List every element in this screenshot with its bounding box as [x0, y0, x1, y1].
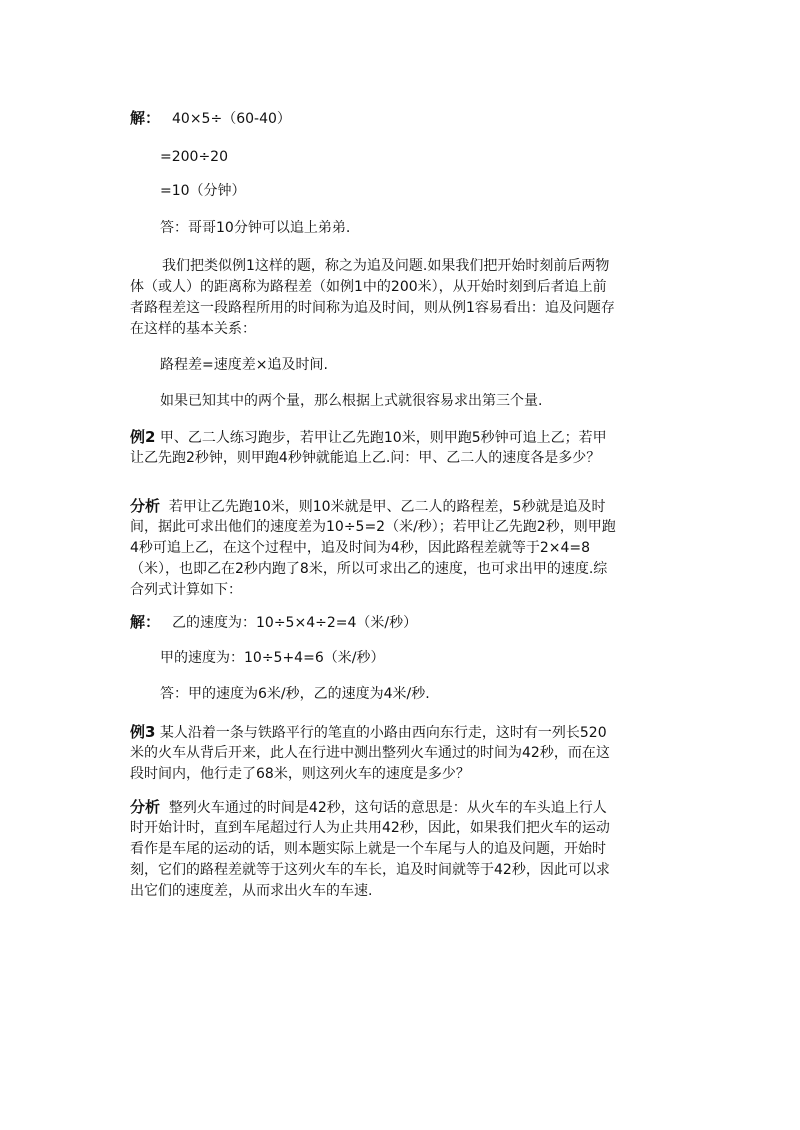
example2-line-1 [130, 427, 607, 448]
example3-line-1 [130, 722, 607, 743]
example2-line-2: 让乙先跑2秒钟，则甲跑4秒钟就能追上乙.问：甲、乙二人的速度各是多少？ [130, 450, 601, 466]
analysis3-line-3: 看作是车尾的运动的话，则本题实际上就是一个车尾与人的追及问题，开始时 [130, 841, 606, 857]
solution-label: 解： [130, 109, 161, 127]
solution1-step1: =200÷20 [160, 149, 228, 165]
analysis2-line-4: （米），也即乙在2秒内跑了8米，所以可求出乙的速度，也可求出甲的速度.综 [130, 561, 608, 577]
example3-line-3: 段时间内，他行走了68米，则这列火车的速度是多少？ [130, 766, 470, 782]
solution1-step2: =10（分钟） [160, 183, 246, 199]
example3-line-2: 米的火车从背后开来，此人在行进中测出整列火车通过的时间为42秒，而在这 [130, 745, 610, 761]
concept-line-1: 我们把类似例1这样的题，称之为追及问题.如果我们把开始时刻前后两物 [162, 258, 610, 274]
analysis3-line-4: 刻，它们的路程差就等于这列火车的车长，追及时间就等于42秒，因此可以求 [130, 862, 610, 878]
concept-line-2: 体（或人）的距离称为路程差（如例1中的200米），从开始时刻到后者追上前 [130, 279, 607, 295]
analysis3-text-1: 整列火车通过的时间是42秒，这句话的意思是：从火车的车头追上行人 [168, 800, 607, 816]
analysis3-line-2: 时开始计时，直到车尾超过行人为止共用42秒，因此，如果我们把火车的运动 [130, 820, 610, 836]
analysis2-text-1: 若甲让乙先跑10米，则10米就是甲、乙二人的路程差，5秒就是追及时 [168, 499, 606, 515]
analysis2-line-3: 4秒可追上乙，在这个过程中，追及时间为4秒，因此路程差就等于2×4=8 [130, 540, 590, 556]
solution2-yi-speed: 乙的速度为：10÷5×4÷2=4（米/秒） [172, 615, 418, 631]
example3-label: 例3 [130, 723, 156, 741]
concept-formula: 路程差=速度差×追及时间. [160, 357, 328, 373]
analysis2-line-2: 间，据此可求出他们的速度差为10÷5=2（米/秒）；若甲让乙先跑2秒，则甲跑 [130, 519, 616, 535]
concept-line-4: 在这样的基本关系： [130, 321, 256, 337]
solution1-line [130, 108, 291, 129]
solution2-line [130, 612, 417, 633]
concept-line-3: 者路程差这一段路程所用的时间称为追及时间，则从例1容易看出：追及问题存 [130, 300, 615, 316]
example2-label: 例2 [130, 428, 156, 446]
example2-text-1: 甲、乙二人练习跑步，若甲让乙先跑10米，则甲跑5秒钟可追上乙；若甲 [159, 430, 607, 446]
analysis3-line-1 [130, 797, 607, 818]
analysis3-label: 分析 [130, 798, 161, 816]
solution1-answer: 答：哥哥10分钟可以追上弟弟. [160, 220, 351, 236]
example3-text-1: 某人沿着一条与铁路平行的笔直的小路由西向东行走，这时有一列长520 [159, 725, 607, 741]
concept-note: 如果已知其中的两个量，那么根据上式就很容易求出第三个量. [160, 393, 543, 409]
analysis3-line-5: 出它们的速度差，从而求出火车的车速. [130, 883, 373, 899]
solution2-answer: 答：甲的速度为6米/秒，乙的速度为4米/秒. [160, 686, 430, 702]
analysis2-line-1 [130, 496, 605, 517]
solution2-label: 解： [130, 613, 161, 631]
solution1-expression: 40×5÷（60-40） [172, 111, 291, 127]
analysis2-label: 分析 [130, 497, 161, 515]
solution2-jia-speed: 甲的速度为：10÷5+4=6（米/秒） [160, 650, 385, 666]
analysis2-line-5: 合列式计算如下： [130, 582, 242, 598]
